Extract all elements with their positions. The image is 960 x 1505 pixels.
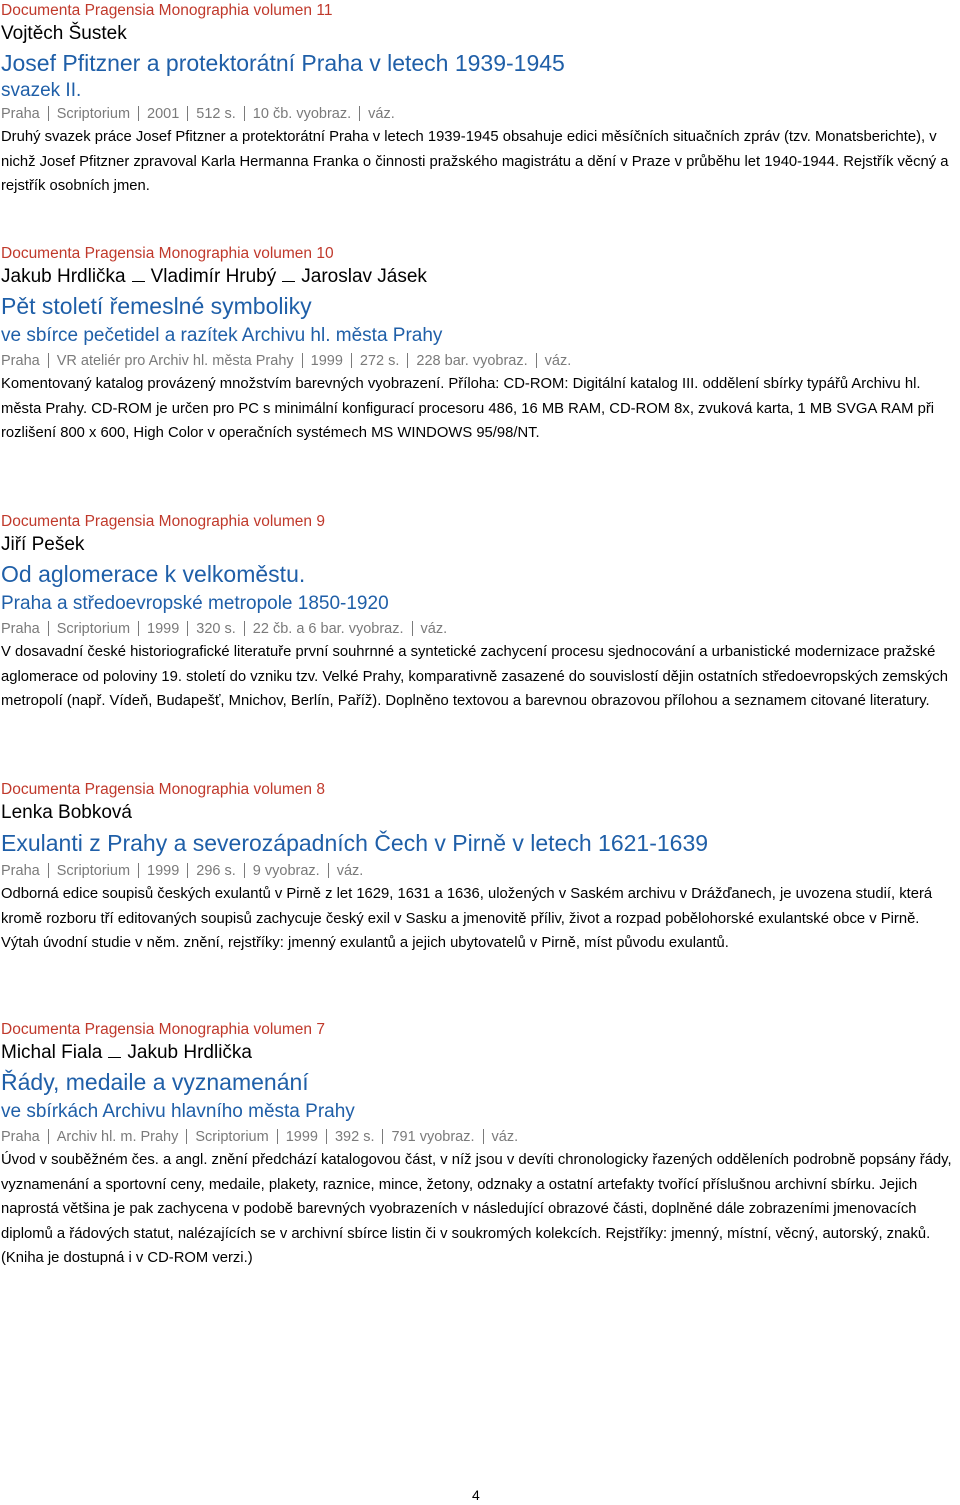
series-label: Documenta Pragensia Monographia volumen 7: [1, 1021, 325, 1038]
page-number: 4: [472, 1487, 480, 1503]
meta-separator: [407, 353, 408, 368]
meta-place: Praha: [1, 106, 40, 122]
meta-separator: [138, 863, 139, 878]
meta-separator: [186, 1129, 187, 1144]
meta-separator: [359, 106, 360, 121]
publication-meta: [1, 618, 958, 640]
meta-year: 1999: [285, 1129, 318, 1145]
author-separator: [282, 281, 295, 282]
meta-illustrations: 791 vyobraz.: [391, 1129, 475, 1145]
book-subtitle: ve sbírce pečetidel a razítek Archivu hl. města Prahy: [1, 325, 443, 346]
author-name: Jakub Hrdlička: [1, 266, 126, 287]
book-title[interactable]: Pět století řemeslné symboliky: [1, 293, 312, 319]
authors: [1, 21, 958, 47]
book-entry: [1, 512, 958, 714]
meta-publisher: VR ateliér pro Archiv hl. města Prahy: [56, 353, 294, 369]
meta-separator: [412, 621, 413, 636]
meta-binding: váz.: [544, 353, 572, 369]
author-separator: [108, 1057, 121, 1058]
publication-meta: [1, 103, 958, 125]
meta-year: 2001: [147, 106, 180, 122]
book-description: V dosavadní české historiografické literatuře první souhrnné a syntetické zachycení procesu sjednocování a urbanistické modernizace pražské aglomerace od poloviny 19. století do vzniku tzv. Velké Prahy, komparativně zasazené do souvislostí dějin ostatních středoevropských zemských metropolí (např. Vídeň, Budapešť, Mnichov, Berlín, Paříž). Doplněno textovou a barevnou obrazovou přílohou a seznamem citované literatury.: [1, 644, 948, 709]
author-name: Jiří Pešek: [1, 534, 85, 555]
meta-illustrations: 10 čb. vyobraz.: [252, 106, 352, 122]
meta-binding: váz.: [491, 1129, 519, 1145]
meta-year: 1999: [310, 353, 343, 369]
meta-separator: [48, 353, 49, 368]
book-subtitle: Praha a středoevropské metropole 1850-1920: [1, 593, 389, 614]
author-name: Lenka Bobková: [1, 802, 132, 823]
meta-separator: [328, 863, 329, 878]
meta-separator: [536, 353, 537, 368]
meta-pages: 392 s.: [334, 1129, 375, 1145]
series-label: Documenta Pragensia Monographia volumen 9: [1, 513, 325, 530]
meta-pages: 512 s.: [196, 106, 236, 122]
book-description: Úvod v souběžném čes. a angl. znění předchází katalogovou část, v níž jsou v devíti chronologicky řazených odděleních podrobně popsány řády, vyznamenání a sportovní ceny, medaile, plakety, raznice, mince, žetony, odznaky a ostatní artefakty tvořící příslušnou archivní sbírku. Jejich naprostá většina je pak zachycena v podobě barevných vyobrazeních v následující obrazové části, doplněné dále zobrazeními jmenovacích diplomů a řádových statut, nalézajících se v archivní sbírce listin či v soukromých kolekcích. Rejstříky: jmenný, místní, věcný, autorský, znaků. (Kniha je dostupná i v CD-ROM verzi.): [1, 1152, 952, 1266]
meta-place: Praha: [1, 1129, 40, 1145]
meta-separator: [244, 106, 245, 121]
meta-publisher: Scriptorium: [56, 863, 131, 879]
meta-separator: [138, 106, 139, 121]
book-description: Komentovaný katalog provázený množstvím barevných vyobrazení. Příloha: CD-ROM: Digitální katalog III. oddělení sbírky typářů Archivu hl. města Prahy. CD-ROM je určen pro PC s minimální konfigurací procesoru 486, 16 MB RAM, CD-ROM 8x, zvuková karta, 1 MB SVGA RAM při rozlišení 800 x 600, High Color v operačních systémech MS WINDOWS 95/98/NT.: [1, 376, 935, 441]
book-subtitle: svazek II.: [1, 80, 82, 101]
book-description: Odborná edice soupisů českých exulantů v Pirně z let 1629, 1631 a 1636, uložených v Saském archivu v Drážďanech, je uvozena studií, která kromě rozboru tří editovaných soupisů zachycuje český exil v Sasku a jmenovitě příliv, život a rozpad pobělohorské exulantské obce v Pirně. Výtah úvodní studie v něm. znění, rejstříky: jmenný exulantů a jejich ubytovatelů v Pirně, míst původu exulantů.: [1, 886, 933, 951]
book-subtitle: ve sbírkách Archivu hlavního města Prahy: [1, 1101, 355, 1122]
series-label: Documenta Pragensia Monographia volumen 8: [1, 781, 325, 798]
meta-pages: 296 s.: [196, 863, 236, 879]
publication-meta: [1, 350, 958, 372]
meta-year: 1999: [147, 863, 180, 879]
authors: [1, 264, 958, 290]
meta-pages: 320 s.: [196, 621, 236, 637]
meta-separator: [326, 1129, 327, 1144]
author-name: Michal Fiala: [1, 1042, 103, 1063]
meta-binding: váz.: [368, 106, 395, 122]
publication-meta: [1, 860, 958, 882]
book-title[interactable]: Exulanti z Prahy a severozápadních Čech v Pirně v letech 1621-1639: [1, 830, 709, 856]
series-label: Documenta Pragensia Monographia volumen 11: [1, 2, 333, 19]
author-name: Vladimír Hrubý: [150, 266, 277, 287]
meta-place: Praha: [1, 353, 40, 369]
meta-binding: váz.: [336, 863, 364, 879]
book-entry: [1, 244, 958, 446]
meta-separator: [244, 863, 245, 878]
meta-separator: [187, 106, 188, 121]
meta-separator: [48, 106, 49, 121]
meta-separator: [244, 621, 245, 636]
authors: [1, 1040, 958, 1066]
author-name: Jaroslav Jásek: [301, 266, 427, 287]
meta-illustrations: 22 čb. a 6 bar. vyobraz.: [252, 621, 404, 637]
meta-separator: [48, 863, 49, 878]
meta-pages: 272 s.: [359, 353, 400, 369]
book-entry: [1, 780, 958, 956]
meta-separator: [48, 621, 49, 636]
author-name: Vojtěch Šustek: [1, 23, 127, 44]
publication-meta: [1, 1126, 958, 1148]
book-title[interactable]: Řády, medaile a vyznamenání: [1, 1069, 309, 1095]
book-entry: [1, 1, 958, 199]
meta-year: 1999: [147, 621, 180, 637]
book-description: Druhý svazek práce Josef Pfitzner a protektorátní Praha v letech 1939-1945 obsahuje edici měsíčních situačních zpráv (tzv. Monatsberichte), v nichž Josef Pfitzner zpravoval Karla Hermanna Franka o činnosti pražského magistrátu a dění v Praze v průběhu let 1940-1944. Rejstřík věcný a rejstřík osobních jmen.: [1, 129, 949, 194]
meta-place: Praha: [1, 863, 40, 879]
authors: [1, 800, 958, 826]
meta-publisher: Scriptorium: [56, 621, 131, 637]
meta-separator: [277, 1129, 278, 1144]
meta-binding: váz.: [420, 621, 448, 637]
meta-publisher: Archiv hl. m. Prahy: [56, 1129, 179, 1145]
author-name: Jakub Hrdlička: [127, 1042, 252, 1063]
meta-separator: [483, 1129, 484, 1144]
meta-separator: [48, 1129, 49, 1144]
meta-separator: [187, 621, 188, 636]
meta-publisher: Scriptorium: [195, 1129, 269, 1145]
meta-separator: [302, 353, 303, 368]
meta-place: Praha: [1, 621, 40, 637]
meta-illustrations: 228 bar. vyobraz.: [416, 353, 528, 369]
meta-separator: [351, 353, 352, 368]
author-separator: [132, 281, 145, 282]
book-entry: [1, 1020, 958, 1271]
meta-separator: [382, 1129, 383, 1144]
meta-publisher: Scriptorium: [56, 106, 131, 122]
meta-separator: [187, 863, 188, 878]
book-title[interactable]: Josef Pfitzner a protektorátní Praha v letech 1939-1945: [1, 50, 565, 76]
meta-separator: [138, 621, 139, 636]
authors: [1, 532, 958, 558]
series-label: Documenta Pragensia Monographia volumen 10: [1, 245, 334, 262]
meta-illustrations: 9 vyobraz.: [252, 863, 320, 879]
book-title[interactable]: Od aglomerace k velkoměstu.: [1, 561, 306, 587]
